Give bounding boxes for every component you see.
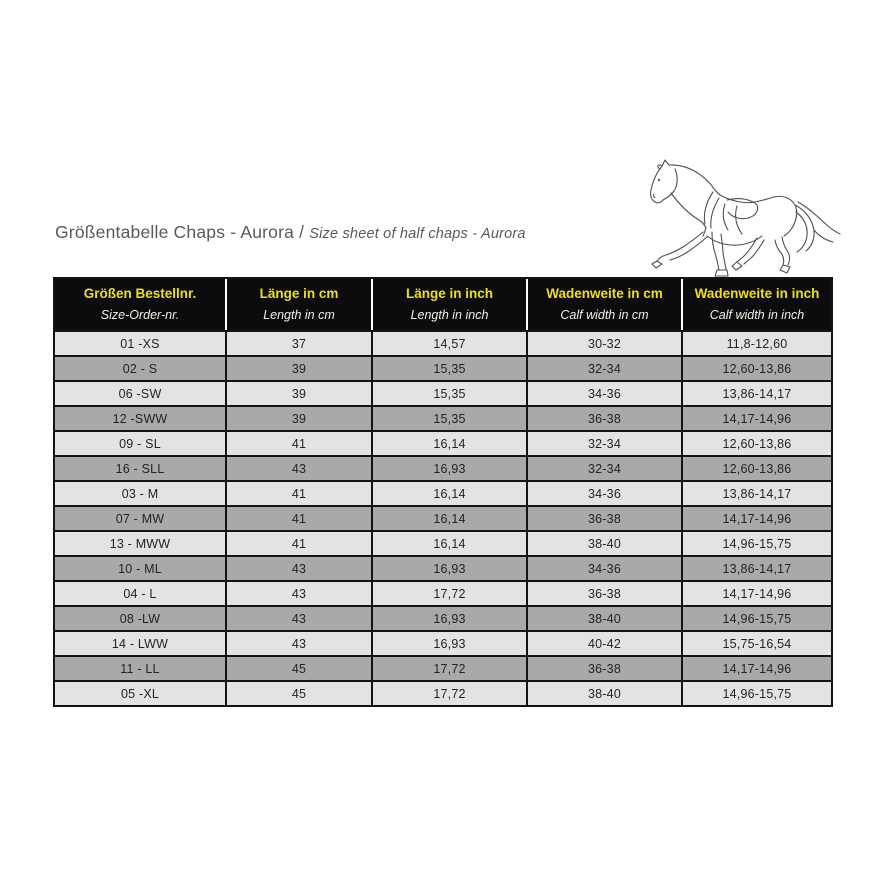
table-cell: 36-38 bbox=[528, 580, 683, 605]
table-cell: 11,8-12,60 bbox=[683, 330, 831, 355]
table-cell: 07 - MW bbox=[55, 505, 227, 530]
table-cell: 16,14 bbox=[373, 430, 528, 455]
header-calf-width-inch-en: Calf width in inch bbox=[683, 304, 831, 330]
table-cell: 14,57 bbox=[373, 330, 528, 355]
table-cell: 14,17-14,96 bbox=[683, 505, 831, 530]
table-cell: 13,86-14,17 bbox=[683, 480, 831, 505]
table-row bbox=[55, 430, 831, 455]
table-cell: 12,60-13,86 bbox=[683, 455, 831, 480]
header-length-inch-de: Länge in inch bbox=[373, 279, 528, 304]
table-cell: 04 - L bbox=[55, 580, 227, 605]
title-english: Size sheet of half chaps - Aurora bbox=[309, 226, 526, 242]
table-cell: 41 bbox=[227, 480, 373, 505]
table-cell: 17,72 bbox=[373, 580, 528, 605]
header-size-order-de: Größen Bestellnr. bbox=[55, 279, 227, 304]
table-row bbox=[55, 555, 831, 580]
table-cell: 15,35 bbox=[373, 355, 528, 380]
table-cell: 05 -XL bbox=[55, 680, 227, 705]
table-cell: 15,35 bbox=[373, 380, 528, 405]
table-cell: 14,17-14,96 bbox=[683, 655, 831, 680]
table-row bbox=[55, 630, 831, 655]
table-cell: 32-34 bbox=[528, 430, 683, 455]
header-calf-width-cm-en: Calf width in cm bbox=[528, 304, 683, 330]
table-cell: 17,72 bbox=[373, 655, 528, 680]
table-cell: 12,60-13,86 bbox=[683, 355, 831, 380]
table-row bbox=[55, 480, 831, 505]
table-cell: 12,60-13,86 bbox=[683, 430, 831, 455]
table-cell: 13,86-14,17 bbox=[683, 555, 831, 580]
table-row bbox=[55, 605, 831, 630]
table-row bbox=[55, 330, 831, 355]
table-cell: 06 -SW bbox=[55, 380, 227, 405]
header-length-cm-de: Länge in cm bbox=[227, 279, 373, 304]
table-cell: 30-32 bbox=[528, 330, 683, 355]
table-cell: 15,35 bbox=[373, 405, 528, 430]
table-cell: 16,93 bbox=[373, 455, 528, 480]
table-cell: 14,96-15,75 bbox=[683, 680, 831, 705]
header-size-order-en: Size-Order-nr. bbox=[55, 304, 227, 330]
table-cell: 36-38 bbox=[528, 655, 683, 680]
table-row bbox=[55, 405, 831, 430]
table-cell: 17,72 bbox=[373, 680, 528, 705]
table-row bbox=[55, 455, 831, 480]
table-cell: 38-40 bbox=[528, 605, 683, 630]
size-table bbox=[53, 277, 833, 707]
table-cell: 43 bbox=[227, 455, 373, 480]
table-cell: 39 bbox=[227, 380, 373, 405]
table-row bbox=[55, 355, 831, 380]
page-title bbox=[55, 222, 526, 243]
table-cell: 45 bbox=[227, 655, 373, 680]
table-cell: 10 - ML bbox=[55, 555, 227, 580]
table-cell: 39 bbox=[227, 405, 373, 430]
header-calf-width-inch-de: Wadenweite in inch bbox=[683, 279, 831, 304]
size-table-body bbox=[55, 330, 831, 705]
table-cell: 08 -LW bbox=[55, 605, 227, 630]
size-table-header bbox=[55, 279, 831, 330]
title-german: Größentabelle Chaps - Aurora / bbox=[55, 222, 305, 242]
table-cell: 03 - M bbox=[55, 480, 227, 505]
header-row-german bbox=[55, 279, 831, 304]
table-cell: 39 bbox=[227, 355, 373, 380]
table-cell: 16,14 bbox=[373, 480, 528, 505]
table-cell: 14,96-15,75 bbox=[683, 530, 831, 555]
table-cell: 11 - LL bbox=[55, 655, 227, 680]
table-row bbox=[55, 655, 831, 680]
table-cell: 34-36 bbox=[528, 480, 683, 505]
table-cell: 41 bbox=[227, 530, 373, 555]
table-cell: 16,93 bbox=[373, 605, 528, 630]
table-cell: 09 - SL bbox=[55, 430, 227, 455]
header-length-cm-en: Length in cm bbox=[227, 304, 373, 330]
table-cell: 38-40 bbox=[528, 530, 683, 555]
table-cell: 01 -XS bbox=[55, 330, 227, 355]
table-cell: 43 bbox=[227, 605, 373, 630]
table-cell: 34-36 bbox=[528, 380, 683, 405]
table-row bbox=[55, 505, 831, 530]
table-cell: 32-34 bbox=[528, 455, 683, 480]
header-calf-width-cm-de: Wadenweite in cm bbox=[528, 279, 683, 304]
table-cell: 16,14 bbox=[373, 530, 528, 555]
table-row bbox=[55, 580, 831, 605]
table-cell: 43 bbox=[227, 580, 373, 605]
table-row bbox=[55, 530, 831, 555]
header-length-inch-en: Length in inch bbox=[373, 304, 528, 330]
table-cell: 14 - LWW bbox=[55, 630, 227, 655]
table-row bbox=[55, 680, 831, 705]
table-cell: 16 - SLL bbox=[55, 455, 227, 480]
table-cell: 13 - MWW bbox=[55, 530, 227, 555]
table-cell: 38-40 bbox=[528, 680, 683, 705]
table-cell: 02 - S bbox=[55, 355, 227, 380]
table-cell: 40-42 bbox=[528, 630, 683, 655]
table-cell: 34-36 bbox=[528, 555, 683, 580]
table-cell: 15,75-16,54 bbox=[683, 630, 831, 655]
table-cell: 14,96-15,75 bbox=[683, 605, 831, 630]
table-row bbox=[55, 380, 831, 405]
table-cell: 14,17-14,96 bbox=[683, 580, 831, 605]
horse-illustration-icon bbox=[648, 158, 850, 280]
table-cell: 37 bbox=[227, 330, 373, 355]
table-cell: 32-34 bbox=[528, 355, 683, 380]
table-cell: 41 bbox=[227, 430, 373, 455]
table-cell: 14,17-14,96 bbox=[683, 405, 831, 430]
table-cell: 41 bbox=[227, 505, 373, 530]
table-cell: 12 -SWW bbox=[55, 405, 227, 430]
table-cell: 43 bbox=[227, 630, 373, 655]
table-cell: 43 bbox=[227, 555, 373, 580]
table-cell: 16,93 bbox=[373, 555, 528, 580]
table-cell: 36-38 bbox=[528, 405, 683, 430]
table-cell: 36-38 bbox=[528, 505, 683, 530]
table-cell: 45 bbox=[227, 680, 373, 705]
header-row-english bbox=[55, 304, 831, 330]
table-cell: 16,93 bbox=[373, 630, 528, 655]
table-cell: 16,14 bbox=[373, 505, 528, 530]
table-cell: 13,86-14,17 bbox=[683, 380, 831, 405]
